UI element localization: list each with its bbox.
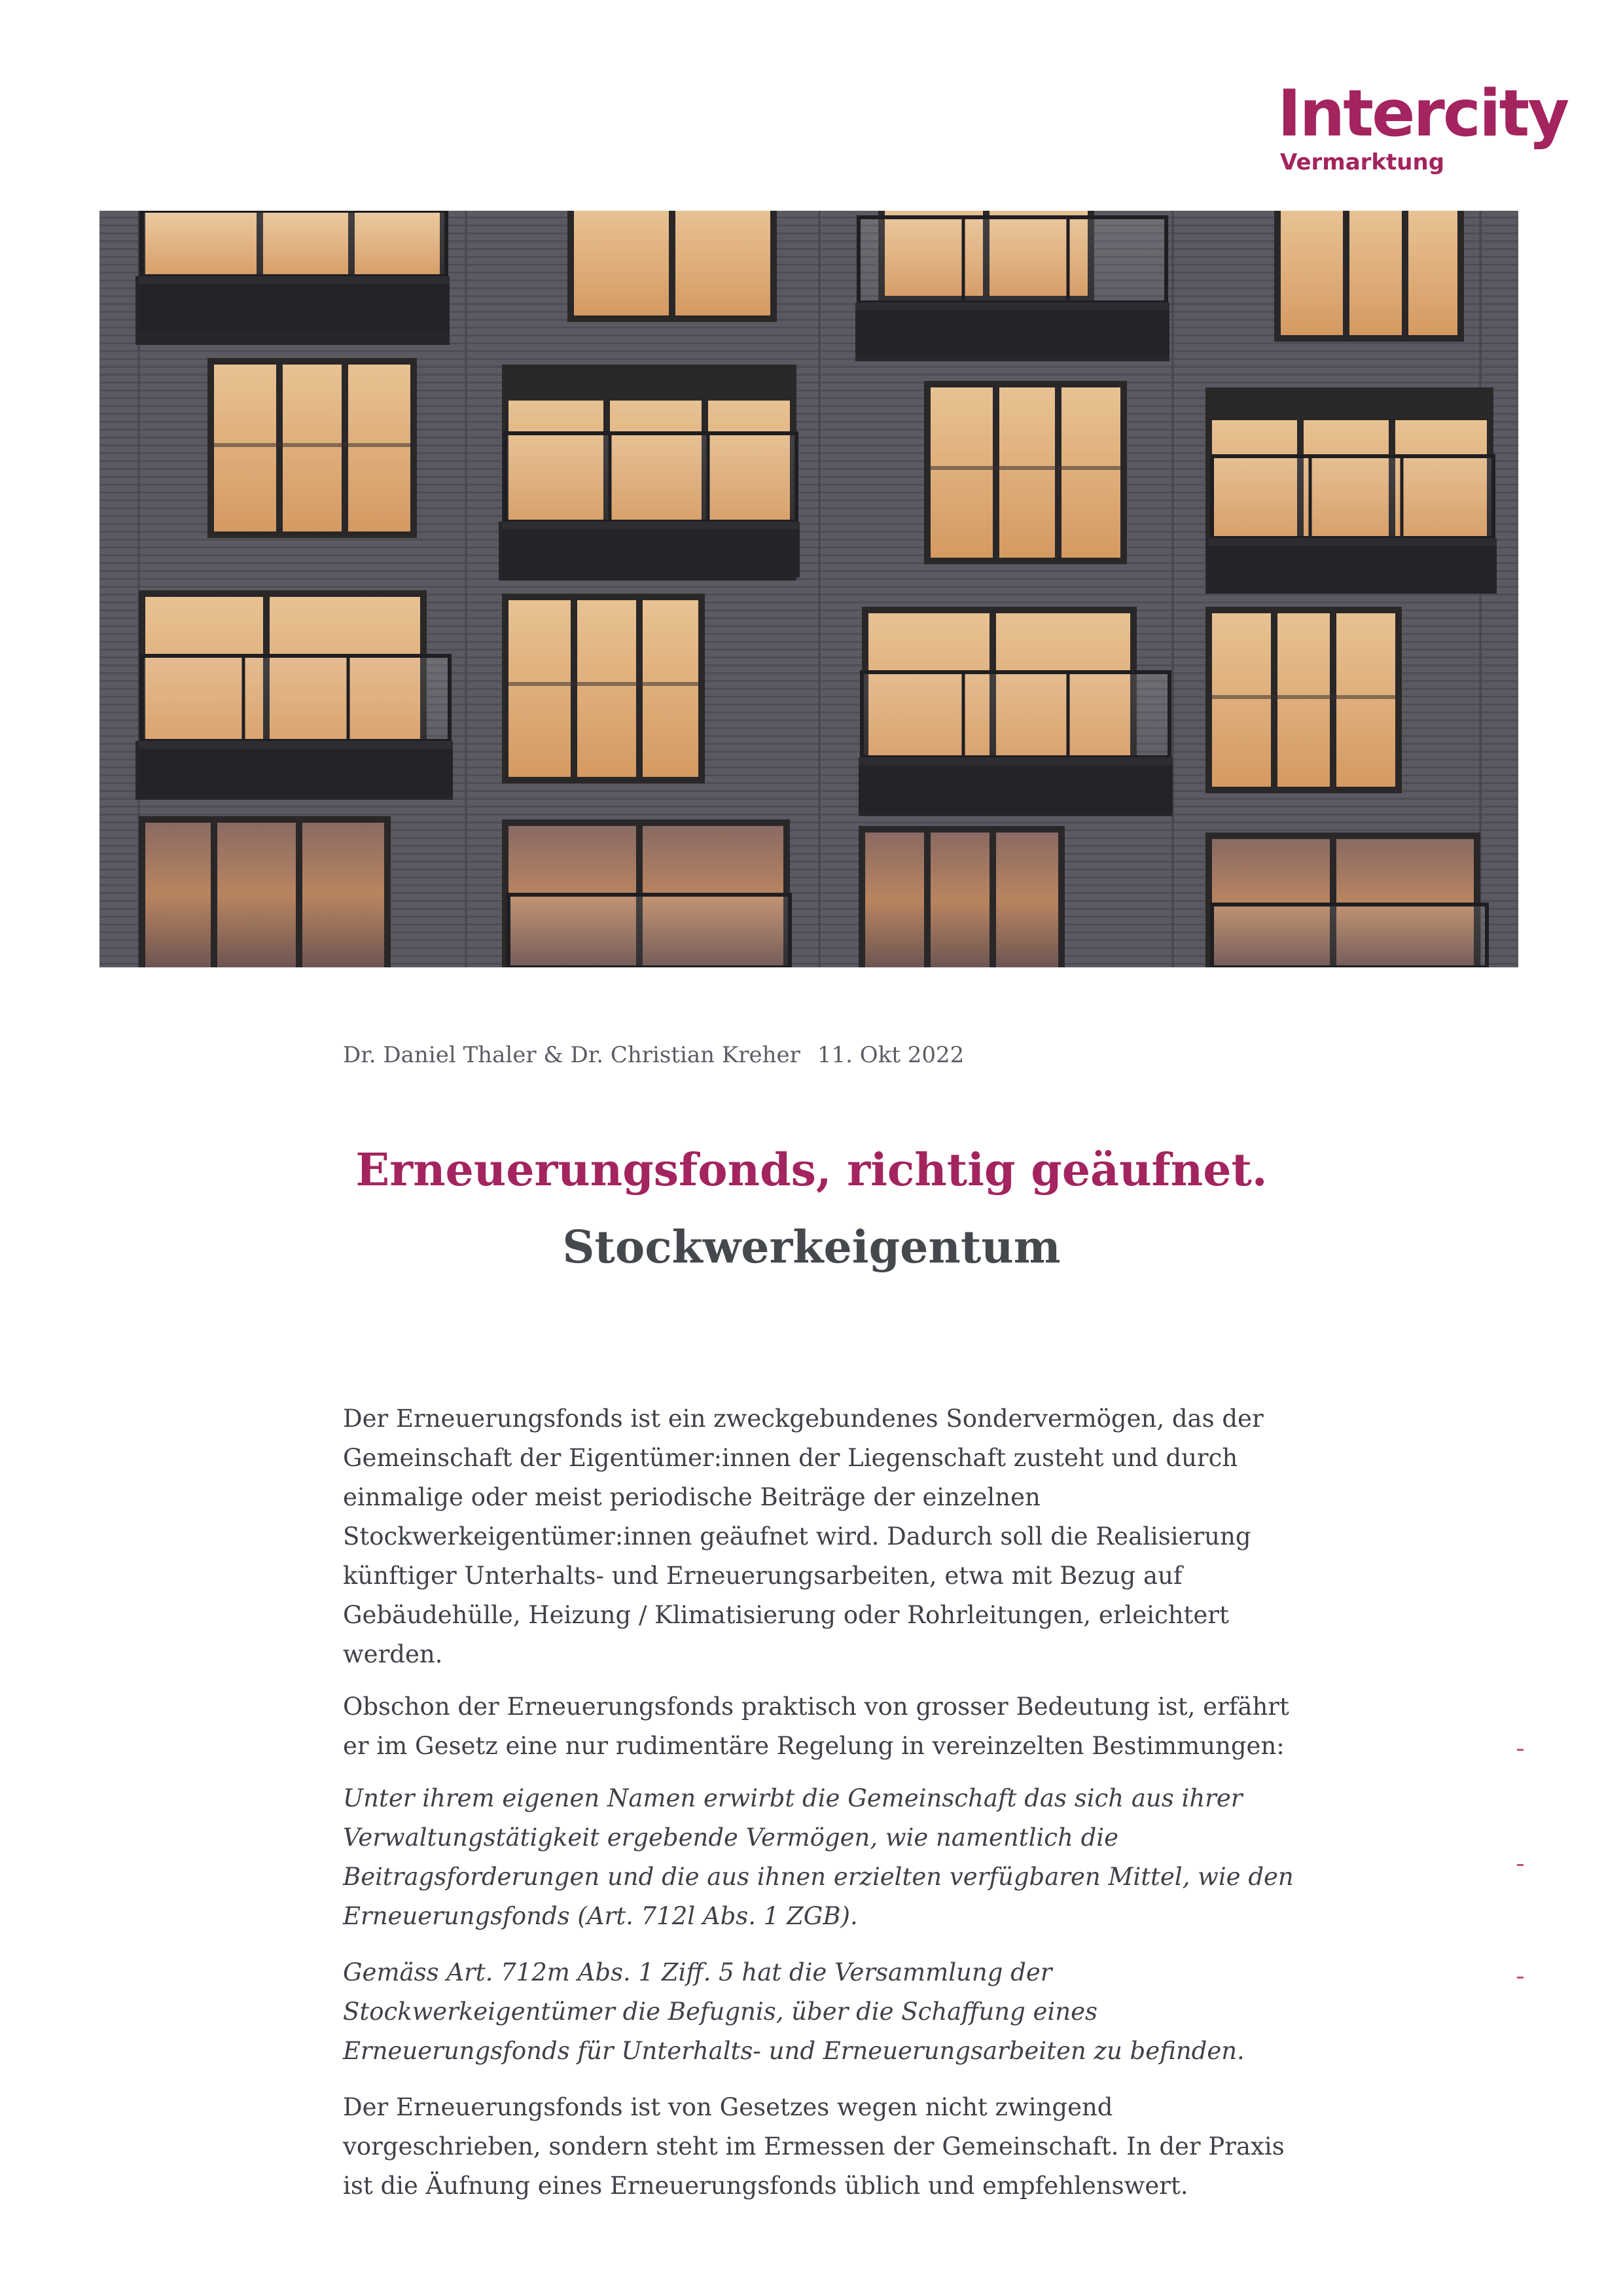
margin-mark bbox=[1517, 1749, 1524, 1751]
brand-tagline: Vermarktung bbox=[1280, 149, 1445, 175]
body-paragraph: Obschon der Erneuerungsfonds praktisch von grosser Bedeutung ist, erfährt er im Gesetz eine nur rudimentäre Regelung in vereinzelten Bestimmungen: bbox=[343, 1693, 1289, 1760]
brand-name: Intercity bbox=[1277, 77, 1568, 151]
margin-mark bbox=[1517, 1864, 1524, 1866]
brand-logo[interactable] bbox=[1277, 77, 1568, 175]
article-date: 11. Okt 2022 bbox=[817, 1042, 965, 1068]
article-title: Erneuerungsfonds, richtig geäufnet. bbox=[355, 1144, 1268, 1196]
body-paragraph: Der Erneuerungsfonds ist ein zweckgebundenes Sondervermögen, das der Gemeinschaft der Eigentümer:innen der Liegenschaft zusteht und durch einmalige oder meist periodische Beiträge der einzelnen Stockwerkeigentümer:innen geäufnet wird. Dadurch soll die Realisierung künftiger Unterhalts- und Erneuerungsarbeiten, etwa mit Bezug auf Gebäudehülle, Heizung / Klimatisierung oder Rohrleitungen, erleichtert werden. bbox=[343, 1405, 1264, 1668]
legal-quote: Unter ihrem eigenen Namen erwirbt die Gemeinschaft das sich aus ihrer Verwaltungstätigkeit ergebende Vermögen, wie namentlich die Beitragsforderungen und die aus ihnen erzielten verfügbaren Mittel, wie den Erneuerungsfonds (Art. 712l Abs. 1 ZGB). bbox=[343, 1784, 1294, 1930]
hero-image bbox=[99, 211, 1518, 967]
article-authors: Dr. Daniel Thaler & Dr. Christian Kreher bbox=[343, 1042, 800, 1068]
article-byline bbox=[343, 1041, 964, 1069]
legal-quote: Gemäss Art. 712m Abs. 1 Ziff. 5 hat die Versammlung der Stockwerkeigentümer die Befugnis, über die Schaffung eines Erneuerungsfonds für Unterhalts- und Erneuerungsarbeiten zu befinden. bbox=[343, 1958, 1245, 2065]
margin-mark bbox=[1517, 1977, 1524, 1979]
article-body bbox=[343, 1399, 1298, 2219]
article-subtitle: Stockwerkeigentum bbox=[562, 1221, 1061, 1274]
body-paragraph: Der Erneuerungsfonds ist von Gesetzes wegen nicht zwingend vorgeschrieben, sondern steht im Ermessen der Gemeinschaft. In der Praxis ist die Äufnung eines Erneuerungsfonds üblich und empfehlenswert. bbox=[343, 2093, 1285, 2200]
apartment-facade-photo-icon bbox=[99, 211, 1518, 967]
